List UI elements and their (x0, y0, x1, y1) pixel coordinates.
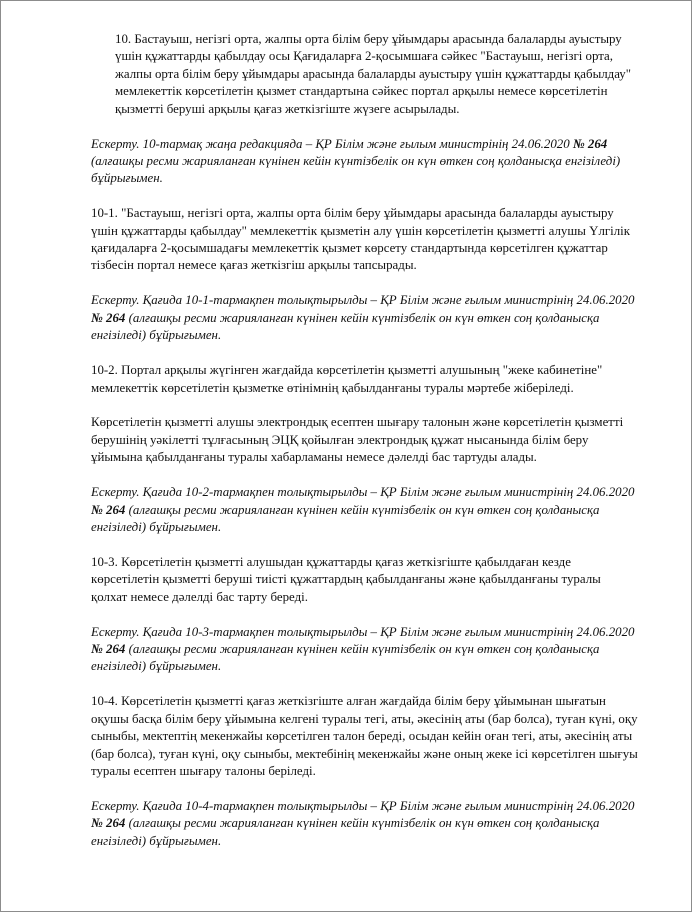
note-paragraph-10-4 (91, 798, 639, 850)
order-number: № 264 (572, 136, 608, 151)
paragraph-10-1: 10-1. "Бастауыш, негізгі орта, жалпы орта білім беру ұйымдары арасында балаларды ауыстыру үшін құжаттарды қабылдау" мемлекеттік қызметін алу үшін көрсетілетін қызметті алушы Үлгілік қағидаларға 2-қосымшадағы мемлекеттік қызмет көрсету стандартында көрсетілген құжаттар тізбесін портал немесе қағаз жеткізгіш арқылы тапсырады. (91, 206, 631, 273)
note-text: (алғашқы ресми жарияланған күнінен кейін күнтізбелік он күн өткен соң қолданысқа енгізіледі) бұйрығымен. (91, 641, 600, 674)
note-text: Ескерту. Қағида 10-1-тармақпен толықтырылды – ҚР Білім және ғылым министрінің 24.06.2020 (91, 293, 635, 308)
order-number: № 264 (91, 502, 126, 517)
order-number: № 264 (91, 310, 126, 325)
note-text: (алғашқы ресми жарияланған күнінен кейін күнтізбелік он күн өткен соң қолданысқа енгізіледі) бұйрығымен. (91, 816, 600, 848)
paragraph-10-4: 10-4. Көрсетілетін қызметті қағаз жеткізгіште алған жағдайда білім беру ұйымынан шығатын оқушы басқа білім беру ұйымына келгені туралы тегі, аты, әкесінің аты (бар болса), туған күні, оқу сыныбы, мектептің мекенжайы көрсетілген талон береді, осыдан кейін оған тегі, аты, әкесінің аты (бар болса), туған күні, оқу сыныбы, мектебінің мекенжайы және оның жеке ісі көрсетілген шығуы туралы есептен шығару талоны беріледі. (91, 694, 638, 778)
paragraph-10-2: 10-2. Портал арқылы жүгінген жағдайда көрсетілетін қызметті алушының "жеке кабинетіне" мемлекеттік көрсетілетін қызметке өтінімнің қабылданғаны туралы мәртебе жіберіледі. (91, 363, 603, 395)
note-paragraph-10-1 (91, 292, 639, 344)
note-text: Ескерту. Қағида 10-2-тармақпен толықтырылды – ҚР Білім және ғылым министрінің 24.06.2020 (91, 485, 635, 500)
note-paragraph-10 (91, 136, 639, 188)
paragraph-10-3: 10-3. Көрсетілетін қызметті алушыдан құжаттарды қағаз жеткізгіште қабылдаған кезде көрсетілетін қызметті беруші тиісті құжаттардың қабылданғаны және қабылданғаны туралы қолхат немесе дәлелді бас тарту береді. (91, 554, 601, 604)
note-text: (алғашқы ресми жарияланған күнінен кейін күнтізбелік он күн өткен соң қолданысқа енгізіледі) бұйрығымен. (91, 502, 600, 534)
document-body (91, 31, 639, 868)
note-paragraph-10-2 (91, 484, 639, 536)
note-text: (алғашқы ресми жарияланған күнінен кейін күнтізбелік он күн өткен соң қолданысқа енгізіледі) бұйрығымен. (91, 310, 600, 343)
paragraph-10-2-continuation: Көрсетілетін қызметті алушы электрондық есептен шығару талонын және көрсетілетін қызметті берушінің уәкілетті тұлғасының ЭЦҚ қойылған электрондық құжат нысанында білім беру ұйымына қабылданғаны туралы хабарламаны немесе дәлелді бас тартуды алады. (91, 415, 624, 465)
paragraph-10: 10. Бастауыш, негізгі орта, жалпы орта білім беру ұйымдары арасында балаларды ауыстыру үшін құжаттарды қабылдау осы Қағидаларға 2-қосымшаға сәйкес "Бастауыш, негізгі орта, жалпы орта білім беру ұйымдары арасында балаларды ауыстыру үшін құжаттарды қабылдау" мемлекеттік көрсетілетін қызмет стандартына сәйкес портал арқылы немесе көрсетілетін қызметті беруші арқылы қағаз жеткізгіште жүзеге асырылады. (115, 32, 632, 116)
note-text: (алғашқы ресми жарияланған күнінен кейін күнтізбелік он күн өткен соң қолданысқа енгізіледі) бұйрығымен. (91, 153, 621, 186)
note-paragraph-10-3 (91, 624, 639, 676)
order-number: № 264 (91, 816, 126, 831)
note-text: Ескерту. Қағида 10-4-тармақпен толықтырылды – ҚР Білім және ғылым министрінің 24.06.2020 (91, 798, 635, 813)
note-text: Ескерту. 10-тармақ жаңа редакцияда – ҚР Білім және ғылым министрінің 24.06.2020 (91, 136, 573, 151)
note-text: Ескерту. Қағида 10-3-тармақпен толықтырылды – ҚР Білім және ғылым министрінің 24.06.2020 (91, 624, 635, 639)
order-number: № 264 (91, 641, 126, 656)
